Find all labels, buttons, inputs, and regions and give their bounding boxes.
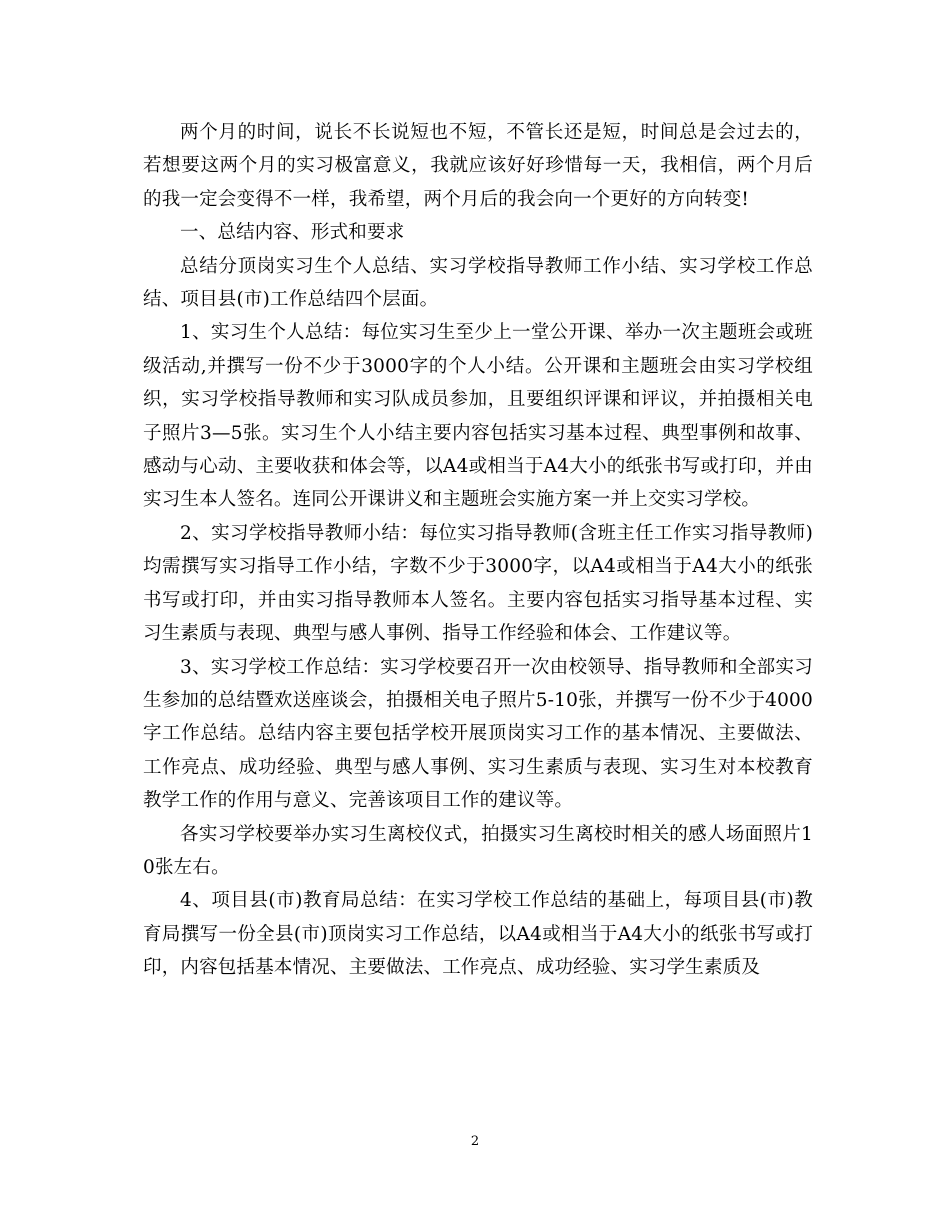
paragraph-intro: 两个月的时间，说长不长说短也不短，不管长还是短，时间总是会过去的，若想要这两个月的实习极富意义，我就应该好好珍惜每一天，我相信，两个月后的我一定会变得不一样，我希望，两个月后的我会向一个更好的方向转变! — [143, 122, 813, 210]
paragraph-item-4: 4、项目县(市)教育局总结：在实习学校工作总结的基础上，每项目县(市)教育局撰写一份全县(市)顶岗实习工作总结，以A4或相当于A4大小的纸张书写或打印，内容包括基本情况、主要做法、工作亮点、成功经验、实习学生素质及 — [143, 890, 813, 979]
paragraph-overview: 总结分顶岗实习生个人总结、实习学校指导教师工作小结、实习学校工作总结、项目县(市)工作总结四个层面。 — [143, 255, 813, 311]
document-body — [143, 116, 813, 985]
paragraph-farewell: 各实习学校要举办实习生离校仪式，拍摄实习生离校时相关的感人场面照片10张左右。 — [143, 823, 813, 878]
paragraph-item-1: 1、实习生个人总结：每位实习生至少上一堂公开课、举办一次主题班会或班级活动,并撰写一份不少于3000字的个人小结。公开课和主题班会由实习学校组织，实习学校指导教师和实习队成员参加，且要组织评课和评议，并拍摄相关电子照片3—5张。实习生个人小结主要内容包括实习基本过程、典型事例和故事、感动与心动、主要收获和体会等，以A4或相当于A4大小的纸张书写或打印，并由实习生本人签名。连同公开课讲义和主题班会实施方案一并上交实习学校。 — [143, 322, 813, 511]
paragraph-item-3: 3、实习学校工作总结：实习学校要召开一次由校领导、指导教师和全部实习生参加的总结暨欢送座谈会，拍摄相关电子照片5-10张，并撰写一份不少于4000字工作总结。总结内容主要包括学校开展顶岗实习工作的基本情况、主要做法、工作亮点、成功经验、典型与感人事例、实习生素质与表现、实习生对本校教育教学工作的作用与意义、完善该项目工作的建议等。 — [143, 656, 813, 812]
page-number: 2 — [470, 1134, 480, 1149]
section-heading: 一、总结内容、形式和要求 — [180, 222, 405, 244]
paragraph-item-2: 2、实习学校指导教师小结：每位实习指导教师(含班主任工作实习指导教师)均需撰写实习指导工作小结，字数不少于3000字，以A4或相当于A4大小的纸张书写或打印，并由实习指导教师本人签名。主要内容包括实习指导基本过程、实习生素质与表现、典型与感人事例、指导工作经验和体会、工作建议等。 — [143, 522, 813, 645]
